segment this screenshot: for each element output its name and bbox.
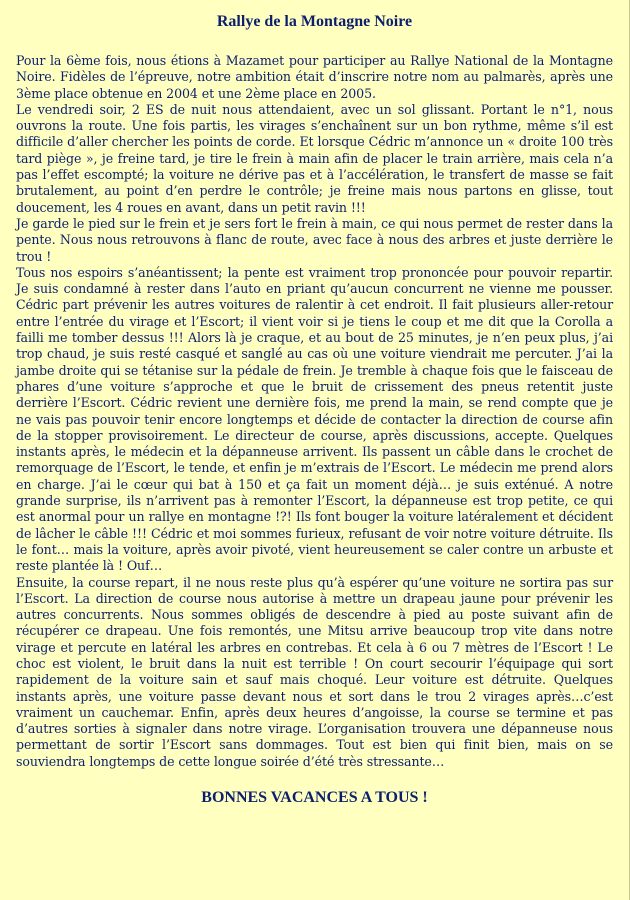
closing-message: BONNES VACANCES A TOUS ! bbox=[201, 789, 428, 807]
paragraph-race-resumes: Ensuite, la course repart, il ne nous reste plus qu’à espérer qu’une voiture ne sortira pas sur l’Escort. La direction de course nous autorise à mettre un drapeau jaune pour prévenir les autres concurrents. Nous sommes obligés de descendre à pied au poste suivant afin de récupérer ce drapeau. Une fois remontés, une Mitsu arrive beaucoup trop vite dans notre virage et percute en latéral les arbres en contrebas. Et cela à 6 ou 7 mètres de l’Escort ! Le choc est violent, le bruit dans la nuit est terrible ! On court secourir l’équipage qui sort rapidement de la voiture sain et sauf mais choqué. Leur voiture est détruite. Quelques instants après, une voiture passe devant nous et sort dans le trou 2 virages après…c’est vraiment un cauchemar. Enfin, après deux heures d’angoisse, la course se termine et pas d’autres sorties à signaler dans notre virage. L’organisation trouvera une dépanneuse nous permettant de sortir l’Escort sans dommages. Tout est bien qui finit bien, mais on se souviendra longtemps de cette longue soirée d’été très stressante… bbox=[16, 574, 613, 769]
paragraph-intro: Pour la 6ème fois, nous étions à Mazamet pour participer au Rallye National de la Montagne Noire. Fidèles de l’épreuve, notre ambition était d’inscrire notre nom au palmarès, après une 3ème place obtenue en 2004 et une 2ème place en 2005. bbox=[16, 53, 613, 101]
article-title: Rallye de la Montagne Noire bbox=[216, 13, 413, 30]
article-body bbox=[16, 53, 613, 770]
paragraph-slope: Je garde le pied sur le frein et je sers fort le frein à main, ce qui nous permet de rester dans la pente. Nous nous retrouvons à flanc de route, avec face à nous des arbres et juste derrière le trou ! bbox=[16, 215, 613, 264]
paragraph-waiting: Tous nos espoirs s’anéantissent; la pente est vraiment trop prononcée pour pouvoir repartir. Je suis condamné à rester dans l’auto en priant qu’aucun concurrent ne vienne me pousser. Cédric part prévenir les autres voitures de ralentir à cet endroit. Il fait plusieurs aller-retour entre l’entrée du virage et l’Escort; il vient voir si je tiens le coup et me dit que la Corolla a failli me tomber dessus !!! Alors là je craque, et au bout de 25 minutes, je n’en peux plus, j’ai trop chaud, je suis resté casqué et sanglé au cas où une voiture viendrait me percuter. J’ai la jambe droite qui se tétanise sur la pédale de frein. Je tremble à chaque fois que le faisceau de phares d’une voiture s’approche et que le bruit de crissement des pneus retentit juste derrière l’Escort. Cédric revient une dernière fois, me prend la main, se rend compte que je ne vais pas pouvoir tenir encore longtemps et décide de contacter la direction de course afin de la stopper provisoirement. Le directeur de course, après discussions, accepte. Quelques instants après, le médecin et la dépanneuse arrivent. Ils passent un câble dans le crochet de remorquage de l’Escort, le tende, et enfin je m’extrais de l’Escort. Le médecin me prend alors en charge. J’ai le cœur qui bat à 150 et ça fait un moment déjà… je suis exténué. A notre grande surprise, ils n’arrivent pas à remonter l’Escort, la dépanneuse est trop petite, ce qui est anormal pour un rallye en montagne !?! Ils font bouger la voiture latéralement et décident de lâcher le câble !!! Cédric et moi sommes furieux, refusant de voir notre voiture détruite. Ils le font… mais la voiture, après avoir pivoté, vient heureusement se caler contre un arbuste et reste plantée là ! Ouf… bbox=[16, 264, 613, 574]
paragraph-night-stage: Le vendredi soir, 2 ES de nuit nous attendaient, avec un sol glissant. Portant le n°1, nous ouvrons la route. Une fois partis, les virages s’enchaînent sur un bon rythme, même s’il est difficile d’aller chercher les points de corde. Et lorsque Cédric m’annonce un « droite 100 très tard piège », je freine tard, je tire le frein à main afin de placer le train arrière, mais cela n’a pas l’effet escompté; la voiture ne dérive pas et à l’accélération, le transfert de masse se fait brutalement, au point d’en perdre le contrôle; je freine mais nous partons en glisse, tout doucement, les 4 roues en avant, dans un petit ravin !!! bbox=[16, 101, 613, 215]
